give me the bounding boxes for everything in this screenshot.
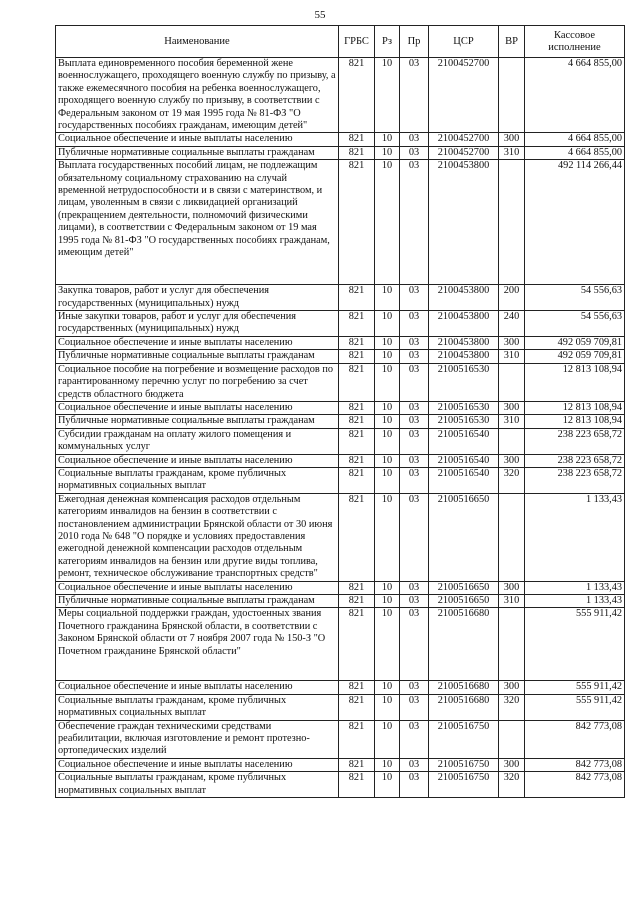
row-pr: 03 bbox=[400, 311, 429, 337]
row-grbs: 821 bbox=[339, 428, 375, 454]
row-rz: 10 bbox=[375, 595, 400, 608]
row-vr: 320 bbox=[499, 772, 525, 798]
row-vr bbox=[499, 58, 525, 133]
row-amount: 555 911,42 bbox=[525, 694, 625, 720]
row-name: Выплата единовременного пособия беременной жене военнослужащего, проходящего военную службу по призыву, а также ежемесячного пособия на ребенка военнослужащего, проходящего военную службу по призыву, в соответствии с Федеральным законом от 19 мая 1995 года № 81-ФЗ "О государственных пособиях гражданам, имеющим детей" bbox=[56, 58, 339, 133]
table-row bbox=[56, 133, 625, 146]
row-pr: 03 bbox=[400, 428, 429, 454]
table-row bbox=[56, 428, 625, 454]
row-amount: 555 911,42 bbox=[525, 608, 625, 681]
table-row bbox=[56, 336, 625, 349]
row-amount: 555 911,42 bbox=[525, 681, 625, 694]
row-csr: 2100453800 bbox=[429, 160, 499, 285]
row-grbs: 821 bbox=[339, 146, 375, 159]
row-rz: 10 bbox=[375, 415, 400, 428]
row-amount: 238 223 658,72 bbox=[525, 467, 625, 493]
row-name: Социальное пособие на погребение и возмещение расходов по гарантированному перечню услуг по погребению за счет средств областного бюджета bbox=[56, 363, 339, 401]
row-amount: 4 664 855,00 bbox=[525, 146, 625, 159]
row-csr: 2100516750 bbox=[429, 758, 499, 771]
row-grbs: 821 bbox=[339, 350, 375, 363]
row-vr bbox=[499, 493, 525, 581]
row-vr: 320 bbox=[499, 694, 525, 720]
row-csr: 2100516530 bbox=[429, 401, 499, 414]
row-grbs: 821 bbox=[339, 363, 375, 401]
row-rz: 10 bbox=[375, 493, 400, 581]
row-rz: 10 bbox=[375, 363, 400, 401]
row-rz: 10 bbox=[375, 694, 400, 720]
row-rz: 10 bbox=[375, 336, 400, 349]
row-vr: 300 bbox=[499, 758, 525, 771]
row-pr: 03 bbox=[400, 681, 429, 694]
row-grbs: 821 bbox=[339, 454, 375, 467]
row-vr: 300 bbox=[499, 133, 525, 146]
row-name: Ежегодная денежная компенсация расходов отдельным категориям инвалидов на бензин в соответствии с постановлением администрации Брянской области от 30 июня 2010 года № 648 "О порядке и условиях предоставления ежегодной денежной компенсации расходов отдельным категориям инвалидов на бензин или другие виды топлива, ремонт, техническое обслуживание транспортных средств" bbox=[56, 493, 339, 581]
row-grbs: 821 bbox=[339, 720, 375, 758]
row-grbs: 821 bbox=[339, 133, 375, 146]
col-header-amount: Кассовое исполнение bbox=[525, 26, 625, 58]
row-pr: 03 bbox=[400, 608, 429, 681]
row-rz: 10 bbox=[375, 720, 400, 758]
table-row bbox=[56, 467, 625, 493]
row-grbs: 821 bbox=[339, 467, 375, 493]
row-name: Социальное обеспечение и иные выплаты населению bbox=[56, 581, 339, 594]
row-csr: 2100453800 bbox=[429, 350, 499, 363]
row-amount: 238 223 658,72 bbox=[525, 454, 625, 467]
row-grbs: 821 bbox=[339, 285, 375, 311]
row-csr: 2100453800 bbox=[429, 336, 499, 349]
row-grbs: 821 bbox=[339, 311, 375, 337]
row-pr: 03 bbox=[400, 350, 429, 363]
row-grbs: 821 bbox=[339, 58, 375, 133]
row-vr: 240 bbox=[499, 311, 525, 337]
row-vr: 310 bbox=[499, 415, 525, 428]
table-row bbox=[56, 415, 625, 428]
row-csr: 2100516650 bbox=[429, 595, 499, 608]
row-amount: 1 133,43 bbox=[525, 493, 625, 581]
row-csr: 2100452700 bbox=[429, 58, 499, 133]
row-name: Социальные выплаты гражданам, кроме публичных нормативных социальных выплат bbox=[56, 467, 339, 493]
page-number: 55 bbox=[314, 9, 326, 21]
row-name: Социальные выплаты гражданам, кроме публичных нормативных социальных выплат bbox=[56, 694, 339, 720]
row-vr: 310 bbox=[499, 350, 525, 363]
row-name: Социальное обеспечение и иные выплаты населению bbox=[56, 758, 339, 771]
row-rz: 10 bbox=[375, 160, 400, 285]
row-csr: 2100516750 bbox=[429, 720, 499, 758]
table-row bbox=[56, 58, 625, 133]
row-vr: 300 bbox=[499, 681, 525, 694]
row-vr bbox=[499, 428, 525, 454]
row-name: Публичные нормативные социальные выплаты гражданам bbox=[56, 146, 339, 159]
row-rz: 10 bbox=[375, 58, 400, 133]
row-csr: 2100516680 bbox=[429, 681, 499, 694]
row-name: Иные закупки товаров, работ и услуг для обеспечения государственных (муниципальных) нужд bbox=[56, 311, 339, 337]
row-name: Обеспечение граждан техническими средствами реабилитации, включая изготовление и ремонт протезно-ортопедических изделий bbox=[56, 720, 339, 758]
table-row bbox=[56, 350, 625, 363]
row-name: Социальное обеспечение и иные выплаты населению bbox=[56, 401, 339, 414]
table-header-row bbox=[56, 26, 625, 58]
row-pr: 03 bbox=[400, 454, 429, 467]
row-csr: 2100453800 bbox=[429, 311, 499, 337]
row-grbs: 821 bbox=[339, 608, 375, 681]
row-pr: 03 bbox=[400, 363, 429, 401]
table-row bbox=[56, 146, 625, 159]
budget-table bbox=[55, 25, 625, 798]
row-csr: 2100516680 bbox=[429, 694, 499, 720]
row-name: Социальное обеспечение и иные выплаты населению bbox=[56, 133, 339, 146]
row-csr: 2100516540 bbox=[429, 428, 499, 454]
row-vr: 300 bbox=[499, 581, 525, 594]
row-vr bbox=[499, 160, 525, 285]
row-grbs: 821 bbox=[339, 772, 375, 798]
col-header-grbs: ГРБС bbox=[339, 26, 375, 58]
table-row bbox=[56, 285, 625, 311]
row-rz: 10 bbox=[375, 133, 400, 146]
row-rz: 10 bbox=[375, 772, 400, 798]
row-rz: 10 bbox=[375, 608, 400, 681]
row-grbs: 821 bbox=[339, 595, 375, 608]
row-pr: 03 bbox=[400, 758, 429, 771]
row-grbs: 821 bbox=[339, 694, 375, 720]
table-row bbox=[56, 493, 625, 581]
row-amount: 12 813 108,94 bbox=[525, 401, 625, 414]
row-rz: 10 bbox=[375, 467, 400, 493]
row-pr: 03 bbox=[400, 720, 429, 758]
row-grbs: 821 bbox=[339, 401, 375, 414]
row-name: Субсидии гражданам на оплату жилого помещения и коммунальных услуг bbox=[56, 428, 339, 454]
row-grbs: 821 bbox=[339, 415, 375, 428]
col-header-pr: Пр bbox=[400, 26, 429, 58]
row-csr: 2100516540 bbox=[429, 454, 499, 467]
row-amount: 492 114 266,44 bbox=[525, 160, 625, 285]
row-vr: 310 bbox=[499, 146, 525, 159]
row-rz: 10 bbox=[375, 428, 400, 454]
row-rz: 10 bbox=[375, 350, 400, 363]
row-amount: 842 773,08 bbox=[525, 720, 625, 758]
row-vr bbox=[499, 363, 525, 401]
col-header-rz: Рз bbox=[375, 26, 400, 58]
row-pr: 03 bbox=[400, 58, 429, 133]
row-name: Меры социальной поддержки граждан, удостоенных звания Почетного гражданина Брянской области, в соответствии с Законом Брянской области от 7 ноября 2007 года № 150-З "О Почетном гражданине Брянской области" bbox=[56, 608, 339, 681]
row-grbs: 821 bbox=[339, 581, 375, 594]
row-csr: 2100516750 bbox=[429, 772, 499, 798]
row-pr: 03 bbox=[400, 467, 429, 493]
row-vr: 320 bbox=[499, 467, 525, 493]
row-name: Выплата государственных пособий лицам, не подлежащим обязательному социальному страхованию на случай временной нетрудоспособности и в связи с материнством, и лицам, уволенным в связи с ликвидацией организаций (прекращением деятельности, полномочий физическими лицами), в соответствии с Федеральным законом от 19 мая 1995 года № 81-ФЗ "О государственных пособиях гражданам, имеющим детей" bbox=[56, 160, 339, 285]
row-name: Социальное обеспечение и иные выплаты населению bbox=[56, 336, 339, 349]
row-rz: 10 bbox=[375, 401, 400, 414]
table-row bbox=[56, 758, 625, 771]
row-vr bbox=[499, 608, 525, 681]
table-row bbox=[56, 311, 625, 337]
row-amount: 492 059 709,81 bbox=[525, 350, 625, 363]
col-header-name: Наименование bbox=[56, 26, 339, 58]
table-row bbox=[56, 694, 625, 720]
row-vr: 200 bbox=[499, 285, 525, 311]
row-pr: 03 bbox=[400, 415, 429, 428]
row-pr: 03 bbox=[400, 336, 429, 349]
row-csr: 2100453800 bbox=[429, 285, 499, 311]
row-amount: 54 556,63 bbox=[525, 311, 625, 337]
row-name: Социальное обеспечение и иные выплаты населению bbox=[56, 454, 339, 467]
row-csr: 2100452700 bbox=[429, 146, 499, 159]
table-row bbox=[56, 454, 625, 467]
row-name: Социальные выплаты гражданам, кроме публичных нормативных социальных выплат bbox=[56, 772, 339, 798]
row-name: Публичные нормативные социальные выплаты гражданам bbox=[56, 595, 339, 608]
table-row bbox=[56, 401, 625, 414]
row-amount: 842 773,08 bbox=[525, 758, 625, 771]
row-csr: 2100516540 bbox=[429, 467, 499, 493]
row-pr: 03 bbox=[400, 581, 429, 594]
row-rz: 10 bbox=[375, 581, 400, 594]
row-csr: 2100516680 bbox=[429, 608, 499, 681]
row-rz: 10 bbox=[375, 681, 400, 694]
row-pr: 03 bbox=[400, 694, 429, 720]
row-pr: 03 bbox=[400, 493, 429, 581]
table-row bbox=[56, 363, 625, 401]
row-amount: 1 133,43 bbox=[525, 581, 625, 594]
row-csr: 2100516530 bbox=[429, 363, 499, 401]
row-csr: 2100516650 bbox=[429, 581, 499, 594]
row-pr: 03 bbox=[400, 772, 429, 798]
row-name: Закупка товаров, работ и услуг для обеспечения государственных (муниципальных) нужд bbox=[56, 285, 339, 311]
table-row bbox=[56, 772, 625, 798]
row-grbs: 821 bbox=[339, 681, 375, 694]
table-row bbox=[56, 581, 625, 594]
row-grbs: 821 bbox=[339, 160, 375, 285]
row-amount: 492 059 709,81 bbox=[525, 336, 625, 349]
row-pr: 03 bbox=[400, 146, 429, 159]
row-amount: 238 223 658,72 bbox=[525, 428, 625, 454]
row-vr: 300 bbox=[499, 336, 525, 349]
row-amount: 54 556,63 bbox=[525, 285, 625, 311]
row-amount: 4 664 855,00 bbox=[525, 58, 625, 133]
table-row bbox=[56, 595, 625, 608]
col-header-vr: ВР bbox=[499, 26, 525, 58]
row-vr: 300 bbox=[499, 454, 525, 467]
row-rz: 10 bbox=[375, 454, 400, 467]
table-row bbox=[56, 720, 625, 758]
table-row bbox=[56, 160, 625, 285]
row-grbs: 821 bbox=[339, 758, 375, 771]
row-pr: 03 bbox=[400, 285, 429, 311]
row-amount: 1 133,43 bbox=[525, 595, 625, 608]
row-rz: 10 bbox=[375, 311, 400, 337]
row-rz: 10 bbox=[375, 146, 400, 159]
col-header-csr: ЦСР bbox=[429, 26, 499, 58]
row-vr: 310 bbox=[499, 595, 525, 608]
row-rz: 10 bbox=[375, 285, 400, 311]
table-row bbox=[56, 681, 625, 694]
row-amount: 12 813 108,94 bbox=[525, 415, 625, 428]
row-rz: 10 bbox=[375, 758, 400, 771]
row-amount: 12 813 108,94 bbox=[525, 363, 625, 401]
row-vr: 300 bbox=[499, 401, 525, 414]
row-csr: 2100452700 bbox=[429, 133, 499, 146]
row-pr: 03 bbox=[400, 595, 429, 608]
row-grbs: 821 bbox=[339, 336, 375, 349]
row-csr: 2100516650 bbox=[429, 493, 499, 581]
table-row bbox=[56, 608, 625, 681]
row-name: Публичные нормативные социальные выплаты гражданам bbox=[56, 415, 339, 428]
row-grbs: 821 bbox=[339, 493, 375, 581]
row-amount: 842 773,08 bbox=[525, 772, 625, 798]
row-pr: 03 bbox=[400, 133, 429, 146]
row-pr: 03 bbox=[400, 160, 429, 285]
row-csr: 2100516530 bbox=[429, 415, 499, 428]
row-amount: 4 664 855,00 bbox=[525, 133, 625, 146]
row-pr: 03 bbox=[400, 401, 429, 414]
row-vr bbox=[499, 720, 525, 758]
row-name: Публичные нормативные социальные выплаты гражданам bbox=[56, 350, 339, 363]
row-name: Социальное обеспечение и иные выплаты населению bbox=[56, 681, 339, 694]
